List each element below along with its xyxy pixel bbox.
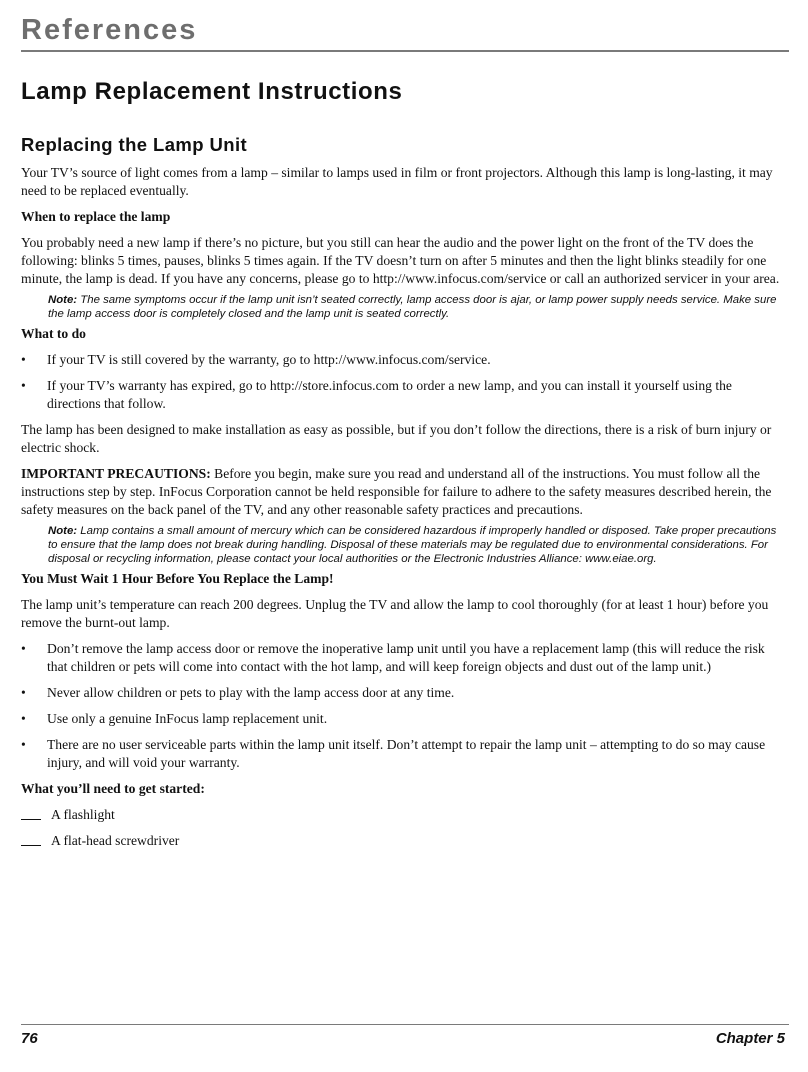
body-text bbox=[21, 164, 785, 858]
checkbox-blank bbox=[21, 806, 41, 820]
needs-heading: What you’ll need to get started: bbox=[21, 781, 205, 796]
page-number: 76 bbox=[21, 1030, 38, 1047]
wait-heading: You Must Wait 1 Hour Before You Replace the Lamp! bbox=[21, 571, 334, 586]
page-title: Lamp Replacement Instructions bbox=[21, 78, 403, 105]
what-to-do-list bbox=[21, 351, 785, 413]
section-header: References bbox=[21, 14, 198, 46]
list-item: • If your TV is still covered by the warranty, go to http://www.infocus.com/service. bbox=[21, 352, 491, 367]
section-subtitle: Replacing the Lamp Unit bbox=[21, 134, 248, 155]
bullet-icon: • bbox=[21, 711, 26, 726]
note-label: Note: bbox=[48, 525, 78, 537]
list-item: • There are no user serviceable parts within the lamp unit itself. Don’t attempt to repair the lamp unit – attempting to do so may cause injury, and will void your warranty. bbox=[21, 737, 766, 770]
list-item: • Never allow children or pets to play with the lamp access door at any time. bbox=[21, 685, 455, 700]
footer-rule bbox=[21, 1024, 789, 1025]
precautions-paragraph: IMPORTANT PRECAUTIONS: Before you begin, make sure you read and understand all of the instructions. You must follow all the instructions step by step. InFocus Corporation cannot be held responsible for failure to adhere to the safety measures described herein, the safety measures on the back panel of the TV, and any other reasonable safety practices and precautions. bbox=[21, 466, 772, 517]
note-mercury bbox=[48, 524, 785, 566]
what-to-do-heading: What to do bbox=[21, 326, 86, 341]
note-symptoms bbox=[48, 293, 785, 321]
list-item: • Use only a genuine InFocus lamp replacement unit. bbox=[21, 711, 328, 726]
bullet-icon: • bbox=[21, 378, 26, 393]
list-item: • Don’t remove the lamp access door or remove the inoperative lamp unit until you have a replacement lamp (this will reduce the risk that children or pets will come into contact with the hot lamp, and will keep foreign objects and dust out of the lamp unit.) bbox=[21, 641, 765, 674]
checkbox-blank bbox=[21, 832, 41, 846]
chapter-label: Chapter 5 bbox=[715, 1030, 785, 1047]
note-label: Note: bbox=[48, 294, 78, 306]
manual-page bbox=[21, 0, 789, 1072]
checklist-item: A flashlight bbox=[21, 806, 785, 824]
note-text: The same symptoms occur if the lamp unit isn’t seated correctly, lamp access door is ajar, or lamp power supply needs service. Make sure the lamp access door is completely closed and the lamp unit is seated correctly. bbox=[48, 294, 777, 320]
wait-paragraph: The lamp unit’s temperature can reach 200 degrees. Unplug the TV and allow the lamp to cool thoroughly (for at least 1 hour) before you remove the burnt-out lamp. bbox=[21, 597, 769, 630]
list-item: • If your TV’s warranty has expired, go to http://store.infocus.com to order a new lamp, and you can install it yourself using the directions that follow. bbox=[21, 378, 732, 411]
header-rule bbox=[21, 50, 789, 52]
wait-list bbox=[21, 640, 785, 772]
checklist-item: A flat-head screwdriver bbox=[21, 832, 785, 850]
precautions-label: IMPORTANT PRECAUTIONS: bbox=[21, 466, 211, 481]
when-heading: When to replace the lamp bbox=[21, 209, 171, 224]
design-paragraph: The lamp has been designed to make installation as easy as possible, but if you don’t follow the directions, there is a risk of burn injury or electric shock. bbox=[21, 422, 772, 455]
bullet-icon: • bbox=[21, 641, 26, 656]
when-paragraph: You probably need a new lamp if there’s no picture, but you still can hear the audio and the power light on the front of the TV does the following: blinks 5 times, pauses, blinks 5 times again. If the TV doesn’t turn on after 5 minutes and then the light blinks steadily for one minute, the lamp is dead. If you have any concerns, please go to http://www.infocus.com/service or call an authorized servicer in your area. bbox=[21, 235, 780, 286]
bullet-icon: • bbox=[21, 685, 26, 700]
note-text: Lamp contains a small amount of mercury which can be considered hazardous if improperly handled or disposed. Take proper precautions to ensure that the lamp does not break during handling. Disposal of these materials may be regulated due to environmental considerations. For disposal or recycling information, please contact your local authorities or the Electronic Industries Alliance: www.eiae.org. bbox=[48, 525, 777, 565]
bullet-icon: • bbox=[21, 737, 26, 752]
bullet-icon: • bbox=[21, 352, 26, 367]
intro-paragraph: Your TV’s source of light comes from a lamp – similar to lamps used in film or front projectors. Although this lamp is long-lasting, it may need to be replaced eventually. bbox=[21, 165, 773, 198]
